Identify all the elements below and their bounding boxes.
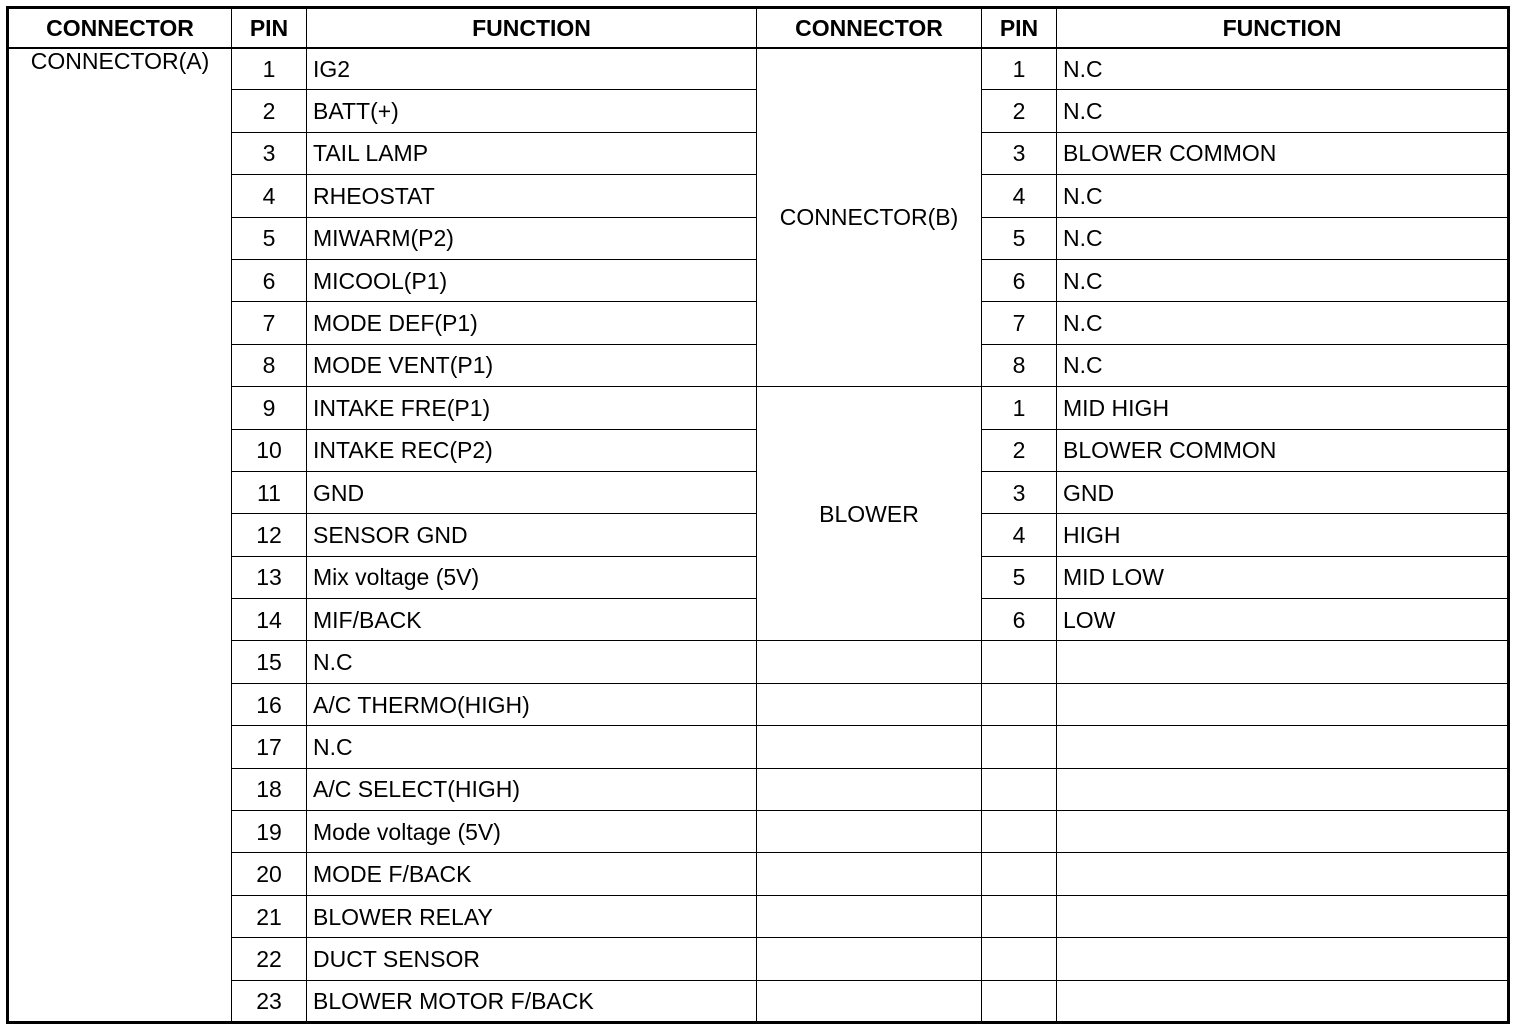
- empty-cell: [982, 895, 1057, 937]
- pin-function: TAIL LAMP: [307, 132, 757, 174]
- connector-pin-table: [6, 6, 1510, 1024]
- pin-number: 18: [232, 768, 307, 810]
- empty-cell: [982, 853, 1057, 895]
- empty-cell: [1057, 811, 1509, 853]
- pin-number: 2: [982, 429, 1057, 471]
- header-function: FUNCTION: [307, 8, 757, 48]
- pin-function: N.C: [1057, 48, 1509, 90]
- pin-number: 6: [982, 259, 1057, 301]
- pin-function: GND: [1057, 471, 1509, 513]
- pin-function: MODE VENT(P1): [307, 344, 757, 386]
- header-connector: CONNECTOR: [757, 8, 982, 48]
- pin-number: 3: [982, 132, 1057, 174]
- pin-number: 5: [232, 217, 307, 259]
- table-row: [8, 387, 1509, 429]
- pin-function: INTAKE FRE(P1): [307, 387, 757, 429]
- pin-function: HIGH: [1057, 514, 1509, 556]
- pin-number: 1: [982, 387, 1057, 429]
- table-row: [8, 683, 1509, 725]
- pin-number: 15: [232, 641, 307, 683]
- pin-number: 5: [982, 217, 1057, 259]
- connector-b-label: CONNECTOR(B): [757, 48, 982, 387]
- pin-function: N.C: [1057, 259, 1509, 301]
- pin-function: N.C: [307, 641, 757, 683]
- empty-cell: [1057, 853, 1509, 895]
- pin-function: MIF/BACK: [307, 599, 757, 641]
- pin-function: MODE F/BACK: [307, 853, 757, 895]
- pin-function: Mode voltage (5V): [307, 811, 757, 853]
- empty-cell: [757, 768, 982, 810]
- pin-number: 3: [232, 132, 307, 174]
- pin-number: 8: [982, 344, 1057, 386]
- empty-cell: [982, 768, 1057, 810]
- pin-function: MICOOL(P1): [307, 259, 757, 301]
- header-pin: PIN: [982, 8, 1057, 48]
- pin-function: N.C: [1057, 302, 1509, 344]
- pin-number: 7: [982, 302, 1057, 344]
- pin-number: 8: [232, 344, 307, 386]
- table-row: [8, 853, 1509, 895]
- connector-a-label: CONNECTOR(A): [8, 48, 232, 1023]
- pin-function: N.C: [1057, 217, 1509, 259]
- pin-function: BLOWER MOTOR F/BACK: [307, 980, 757, 1022]
- pin-number: 2: [982, 90, 1057, 132]
- pin-function: N.C: [1057, 175, 1509, 217]
- pin-function: BATT(+): [307, 90, 757, 132]
- pin-number: 5: [982, 556, 1057, 598]
- pin-number: 1: [232, 48, 307, 90]
- pin-number: 13: [232, 556, 307, 598]
- pin-number: 20: [232, 853, 307, 895]
- pin-function: DUCT SENSOR: [307, 938, 757, 980]
- empty-cell: [982, 811, 1057, 853]
- pin-number: 2: [232, 90, 307, 132]
- empty-cell: [982, 641, 1057, 683]
- pin-function: LOW: [1057, 599, 1509, 641]
- pin-function: Mix voltage (5V): [307, 556, 757, 598]
- header-row: [8, 8, 1509, 48]
- empty-cell: [757, 938, 982, 980]
- pin-number: 4: [232, 175, 307, 217]
- pin-number: 6: [982, 599, 1057, 641]
- table-row: [8, 895, 1509, 937]
- pin-number: 12: [232, 514, 307, 556]
- pin-number: 23: [232, 980, 307, 1022]
- empty-cell: [982, 683, 1057, 725]
- pin-function: N.C: [307, 726, 757, 768]
- empty-cell: [982, 938, 1057, 980]
- pin-number: 14: [232, 599, 307, 641]
- empty-cell: [1057, 726, 1509, 768]
- pin-function: GND: [307, 471, 757, 513]
- empty-cell: [757, 980, 982, 1022]
- header-connector: CONNECTOR: [8, 8, 232, 48]
- header-pin: PIN: [232, 8, 307, 48]
- empty-cell: [1057, 768, 1509, 810]
- blower-label: BLOWER: [757, 387, 982, 641]
- pin-function: BLOWER COMMON: [1057, 132, 1509, 174]
- pin-function: RHEOSTAT: [307, 175, 757, 217]
- pin-function: N.C: [1057, 344, 1509, 386]
- pin-function: IG2: [307, 48, 757, 90]
- table-row: [8, 980, 1509, 1022]
- pin-number: 10: [232, 429, 307, 471]
- table-row: [8, 726, 1509, 768]
- pin-function: MID HIGH: [1057, 387, 1509, 429]
- empty-cell: [1057, 895, 1509, 937]
- pin-number: 7: [232, 302, 307, 344]
- empty-cell: [757, 895, 982, 937]
- pin-number: 21: [232, 895, 307, 937]
- table-row: [8, 768, 1509, 810]
- empty-cell: [1057, 980, 1509, 1022]
- pin-function: A/C THERMO(HIGH): [307, 683, 757, 725]
- pin-number: 1: [982, 48, 1057, 90]
- pin-number: 9: [232, 387, 307, 429]
- pin-number: 22: [232, 938, 307, 980]
- header-function: FUNCTION: [1057, 8, 1509, 48]
- pin-number: 16: [232, 683, 307, 725]
- pin-number: 11: [232, 471, 307, 513]
- pin-number: 4: [982, 514, 1057, 556]
- empty-cell: [757, 811, 982, 853]
- pin-number: 6: [232, 259, 307, 301]
- pin-function: MIWARM(P2): [307, 217, 757, 259]
- table-row: [8, 641, 1509, 683]
- pin-function: N.C: [1057, 90, 1509, 132]
- empty-cell: [757, 641, 982, 683]
- empty-cell: [982, 980, 1057, 1022]
- table-row: [8, 811, 1509, 853]
- empty-cell: [1057, 683, 1509, 725]
- empty-cell: [757, 683, 982, 725]
- pin-function: BLOWER COMMON: [1057, 429, 1509, 471]
- pin-number: 17: [232, 726, 307, 768]
- pin-number: 19: [232, 811, 307, 853]
- table-row: [8, 48, 1509, 90]
- pin-number: 4: [982, 175, 1057, 217]
- empty-cell: [1057, 938, 1509, 980]
- empty-cell: [1057, 641, 1509, 683]
- pin-number: 3: [982, 471, 1057, 513]
- empty-cell: [982, 726, 1057, 768]
- pin-function: MODE DEF(P1): [307, 302, 757, 344]
- empty-cell: [757, 853, 982, 895]
- pin-function: INTAKE REC(P2): [307, 429, 757, 471]
- pin-function: A/C SELECT(HIGH): [307, 768, 757, 810]
- pin-function: SENSOR GND: [307, 514, 757, 556]
- pin-function: BLOWER RELAY: [307, 895, 757, 937]
- pin-function: MID LOW: [1057, 556, 1509, 598]
- empty-cell: [757, 726, 982, 768]
- table-row: [8, 938, 1509, 980]
